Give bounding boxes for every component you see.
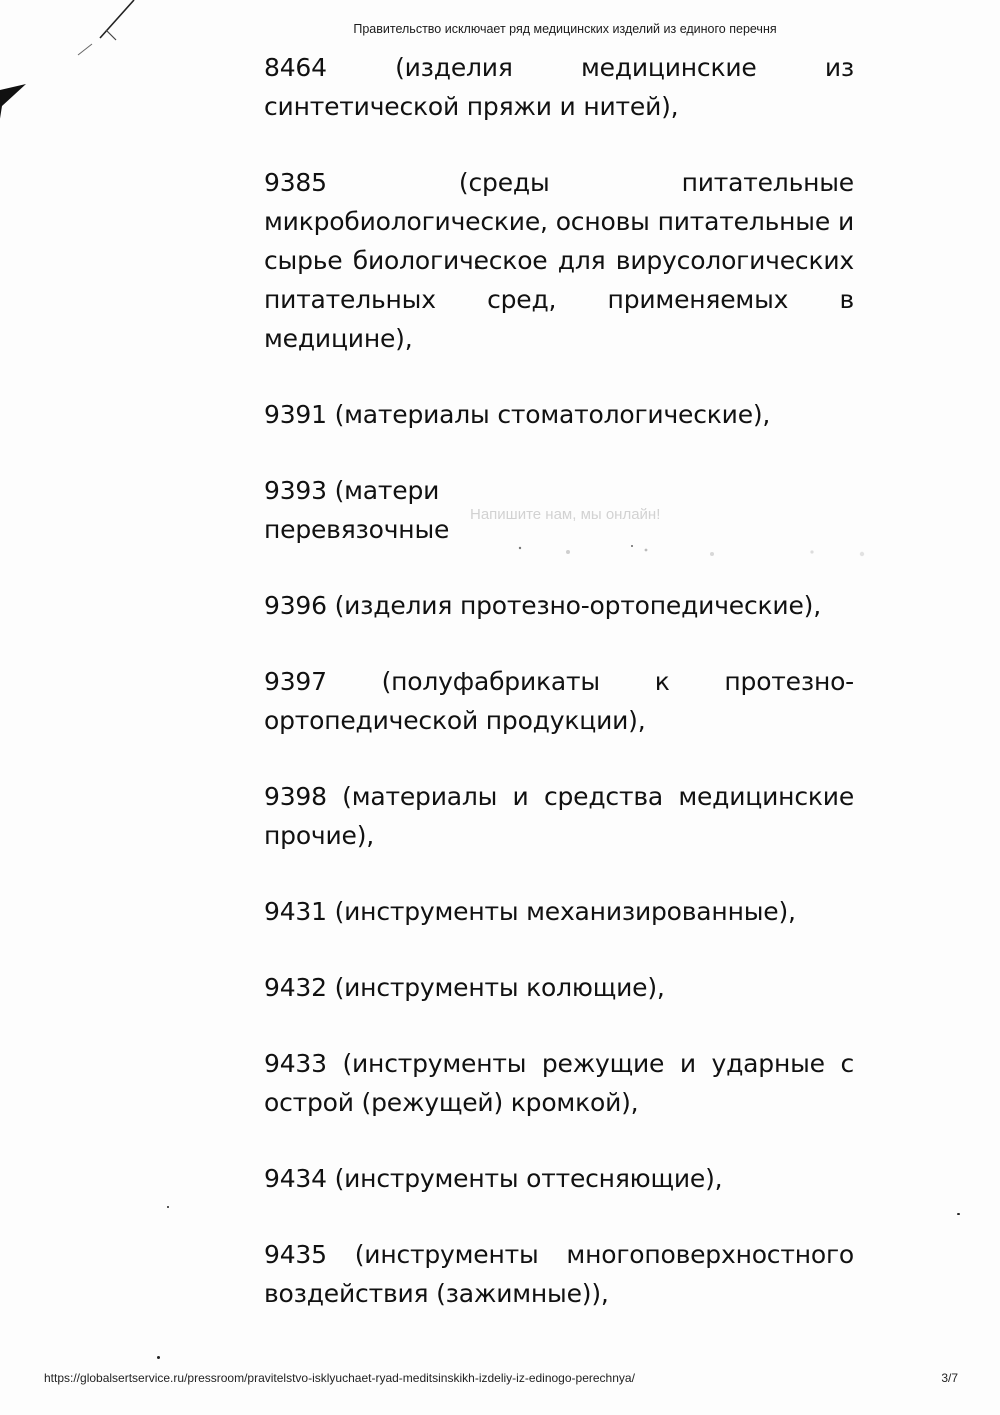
scan-edge-mark bbox=[0, 78, 30, 148]
scan-speck bbox=[157, 1356, 160, 1359]
entry-9393: 9393 (матери перевязочные bbox=[264, 476, 450, 544]
entry-9435: 9435 (инструменты многоповерхностного воздействия (зажимные)), bbox=[264, 1240, 854, 1308]
entry-9431: 9431 (инструменты механизированные), bbox=[264, 897, 796, 926]
chat-widget-text[interactable]: Напишите нам, мы онлайн! bbox=[470, 506, 661, 523]
entry-9432: 9432 (инструменты колющие), bbox=[264, 973, 665, 1002]
scan-speck bbox=[167, 1206, 169, 1208]
entry-9385: 9385 (среды питательные микробиологические, основы питательные и сырье биологическое для вирусологических питательных сред, применяемых в медицине), bbox=[264, 168, 854, 353]
entry-9434: 9434 (инструменты оттесняющие), bbox=[264, 1164, 723, 1193]
entry-9396: 9396 (изделия протезно-ортопедические), bbox=[264, 591, 821, 620]
page-number: 3/7 bbox=[941, 1371, 958, 1385]
chat-widget[interactable] bbox=[452, 474, 892, 579]
entry-9433: 9433 (инструменты режущие и ударные с острой (режущей) кромкой), bbox=[264, 1049, 854, 1117]
chat-widget-dots-icon bbox=[512, 542, 872, 562]
entries-list bbox=[264, 48, 854, 1350]
footer-url: https://globalsertservice.ru/pressroom/pravitelstvo-isklyuchaet-ryad-meditsinskikh-izdeliy-iz-edinogo-perechnya/ bbox=[44, 1371, 635, 1385]
entry-9391: 9391 (материалы стоматологические), bbox=[264, 400, 771, 429]
entry-8464: 8464 (изделия медицинские из синтетической пряжи и нитей), bbox=[264, 53, 854, 121]
page-header-title: Правительство исключает ряд медицинских изделий из единого перечня bbox=[353, 22, 777, 36]
entry-9397: 9397 (полуфабрикаты к протезно-ортопедической продукции), bbox=[264, 667, 854, 735]
scan-speck bbox=[957, 1213, 960, 1215]
entry-9398: 9398 (материалы и средства медицинские прочие), bbox=[264, 782, 854, 850]
